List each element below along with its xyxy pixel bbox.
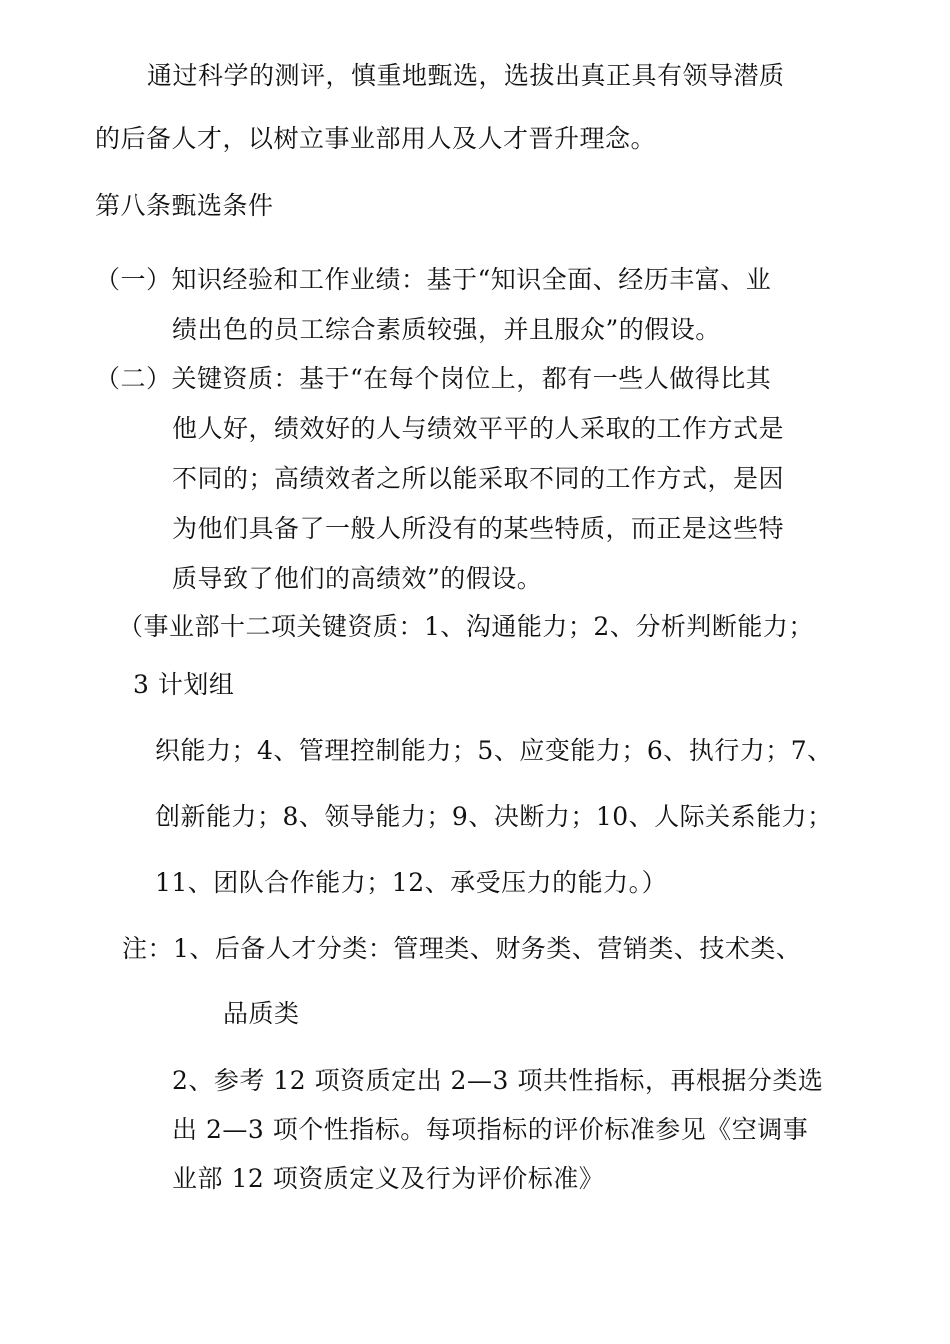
intro-line-2: 的后备人才，以树立事业部用人及人才晋升理念。 (95, 124, 657, 153)
item-2-line-2: 他人好，绩效好的人与绩效平平的人采取的工作方式是 (172, 414, 785, 443)
item-2-line-4: 为他们具备了一般人所没有的某些特质，而正是这些特 (172, 514, 785, 543)
item-1-line-1: （一）知识经验和工作业绩：基于“知识全面、经历丰富、业 (95, 265, 772, 294)
item-2-line-5: 质导致了他们的高绩效”的假设。 (172, 564, 543, 593)
note-2-line-3: 业部 12 项资质定义及行为评价标准》 (172, 1164, 605, 1193)
item-2-line-3: 不同的；高绩效者之所以能采取不同的工作方式，是因 (172, 464, 785, 493)
article-title: 第八条甄选条件 (95, 191, 274, 220)
item-2-line-1: （二）关键资质：基于“在每个岗位上，都有一些人做得比其 (95, 364, 772, 393)
qualities-line-5: 11、团队合作能力；12、承受压力的能力。） (155, 868, 668, 897)
qualities-line-4: 创新能力；8、领导能力；9、决断力；10、人际关系能力； (155, 802, 833, 831)
qualities-line-2: 3 计划组 (133, 670, 235, 699)
note-1-line-2: 品质类 (223, 999, 300, 1028)
note-2-line-2: 出 2—3 项个性指标。每项指标的评价标准参见《空调事 (172, 1115, 809, 1144)
item-1-line-2: 绩出色的员工综合素质较强，并且服众”的假设。 (172, 315, 721, 344)
note-1-line-1: 注：1、后备人才分类：管理类、财务类、营销类、技术类、 (122, 934, 802, 963)
intro-line-1: 通过科学的测评，慎重地甄选，选拔出真正具有领导潜质 (147, 61, 785, 90)
note-2-line-1: 2、参考 12 项资质定出 2—3 项共性指标，再根据分类选 (172, 1066, 824, 1095)
qualities-line-1: （事业部十二项关键资质：1、沟通能力；2、分析判断能力； (118, 612, 814, 641)
qualities-line-3: 织能力；4、管理控制能力；5、应变能力；6、执行力；7、 (155, 736, 833, 765)
